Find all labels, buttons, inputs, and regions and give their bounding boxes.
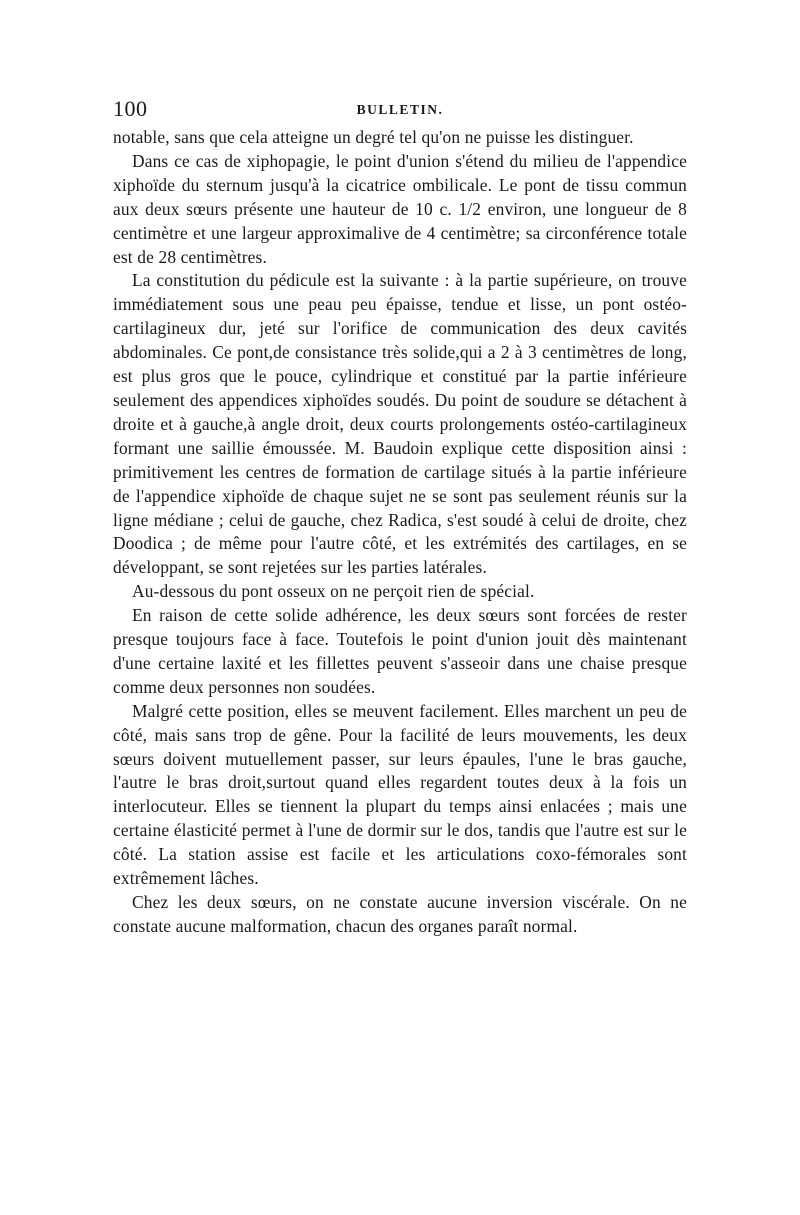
paragraph-pedicule: La constitution du pédicule est la suivante : à la partie supérieure, on trouve immédiatement sous une peau peu épaisse, tendue et lisse, un pont ostéo-cartilagineux dur, jeté sur l'orifice de communication des deux cavités abdominales. Ce pont,de consistance très solide,qui a 2 à 3 centimètres de long, est plus gros que le pouce, cylindrique et constitué par la partie inférieure seulement des appendices xiphoïdes soudés. Du point de soudure se détachent à droite et à gauche,à angle droit, deux courts prolongements ostéo-cartilagineux formant une saillie émoussée. M. Baudoin explique cette disposition ainsi : primitivement les centres de formation de cartilage situés à la partie inférieure de l'appendice xiphoïde de chaque sujet ne se sont pas seulement réunis sur la ligne médiane ; celui de gauche, chez Radica, s'est soudé à celui de droite, chez Doodica ; de même pour l'autre côté, et les extrémités des cartilages, en se développant, se sont rejetées sur les parties latérales. (113, 270, 687, 578)
book-page (113, 96, 687, 939)
paragraph-continuation: notable, sans que cela atteigne un degré tel qu'on ne puisse les distinguer. (113, 127, 634, 147)
paragraph-mouvements: Malgré cette position, elles se meuvent facilement. Elles marchent un peu de côté, mais sans trop de gêne. Pour la facilité de leurs mouvements, les deux sœurs doivent mutuellement passer, sur leurs épaules, l'une le bras gauche, l'autre le bras droit,surtout quand elles regardent toutes deux à la fois un interlocuteur. Elles se tiennent la plupart du temps ainsi enlacées ; mais une certaine élasticité permet à l'une de dormir sur le dos, tandis que l'autre est sur le côté. La station assise est facile et les articulations coxo-fémorales sont extrêmement lâches. (113, 700, 687, 889)
body-text (113, 126, 687, 939)
page-number: 100 (113, 96, 148, 121)
page-header (113, 96, 687, 126)
paragraph-xiphopagie: Dans ce cas de xiphopagie, le point d'union s'étend du milieu de l'appendice xiphoïde du sternum jusqu'à la cicatrice ombilicale. Le pont de tissu commun aux deux sœurs présente une hauteur de 10 c. 1/2 environ, une longueur de 8 centimètre et une largeur approximalive de 4 centimètre; sa circonférence totale est de 28 centimètres. (113, 150, 687, 267)
paragraph-pont-osseux: Au-dessous du pont osseux on ne perçoit rien de spécial. (132, 581, 535, 602)
paragraph-organes: Chez les deux sœurs, on ne constate aucune inversion viscérale. On ne constate aucune malformation, chacun des organes paraît normal. (113, 892, 687, 936)
paragraph-adherence: En raison de cette solide adhérence, les deux sœurs sont forcées de rester presque toujours face à face. Toutefois le point d'union jouit dès maintenant d'une certaine laxité et les fillettes peuvent s'asseoir dans une chaise presque comme deux personnes non soudées. (113, 605, 687, 697)
running-title: BULLETIN. (356, 102, 444, 117)
